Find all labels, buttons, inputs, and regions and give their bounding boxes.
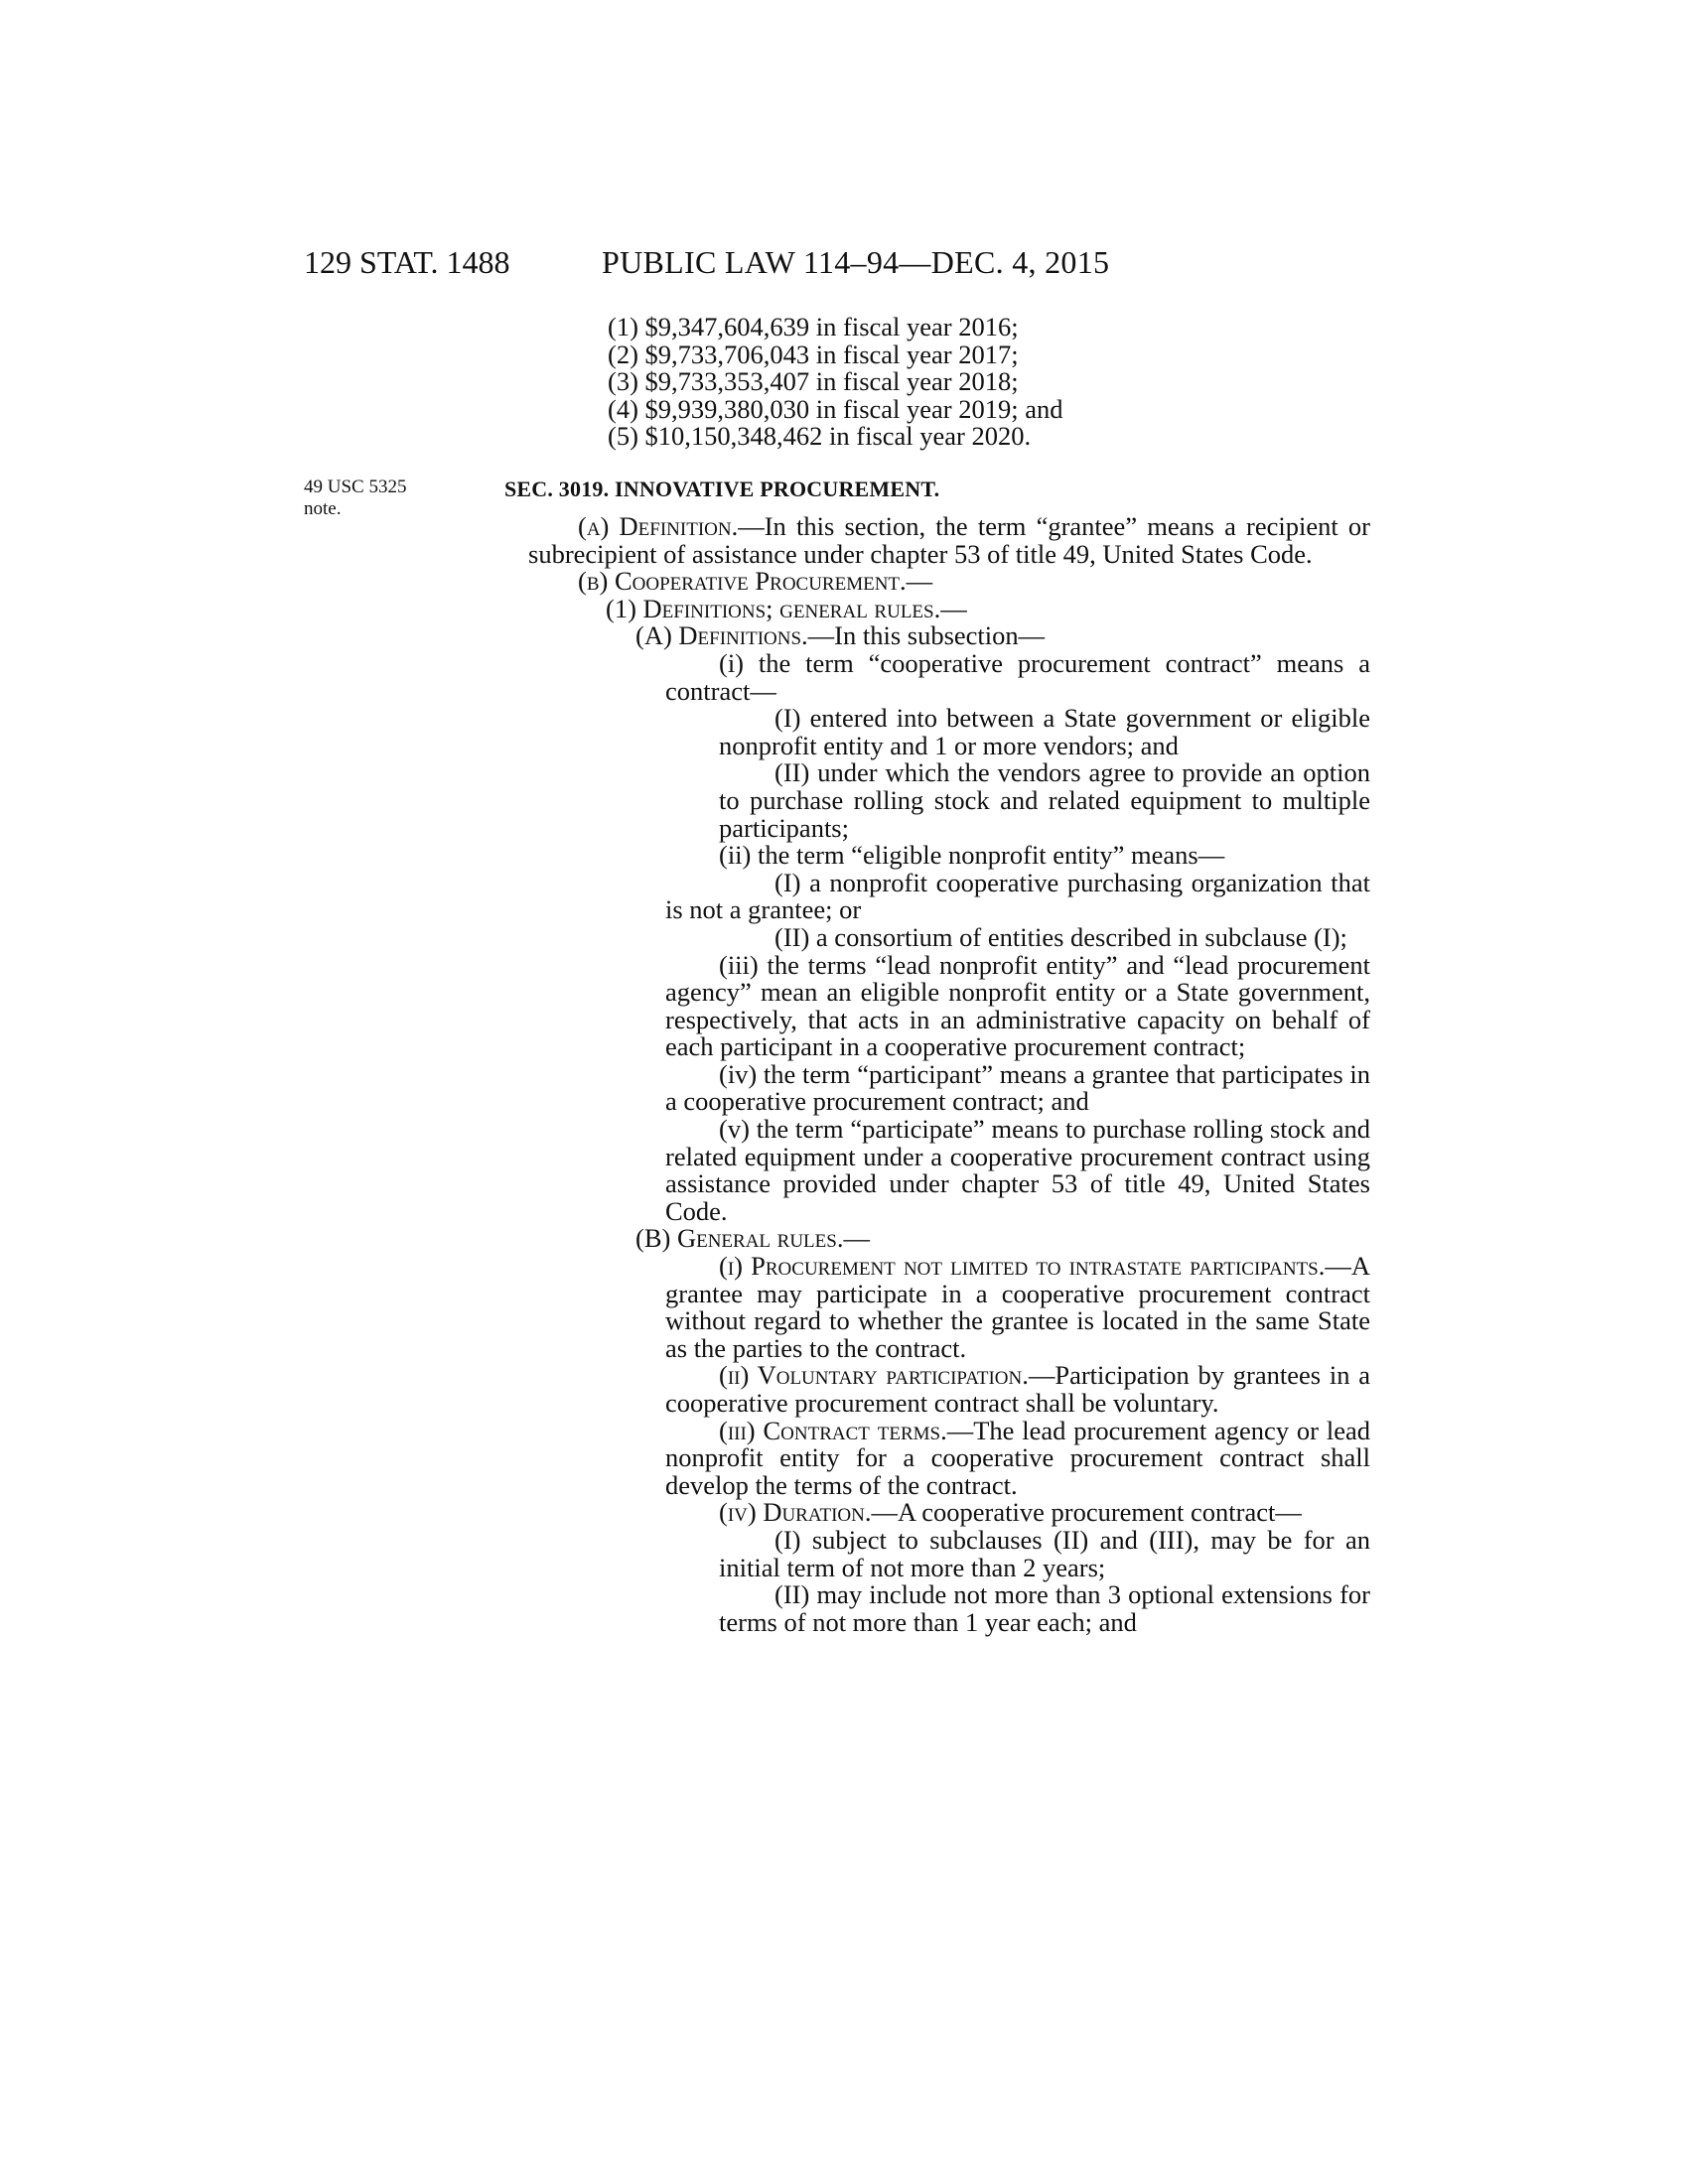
clause-iv: (iv) the term “participant” means a grantee that participates in a cooperative procurement contract; and (665, 1058, 1370, 1117)
paragraph-heading: (a) Definition. (578, 511, 739, 541)
appropriations-list (608, 314, 1063, 451)
margin-note-line: note. (304, 498, 342, 519)
section-body (528, 511, 1370, 1637)
paragraph-heading: (B) General rules.— (635, 1223, 870, 1254)
clause-Biii (665, 1415, 1370, 1500)
list-item: (1) $9,347,604,639 in fiscal year 2016; (608, 312, 1019, 341)
paragraph-heading: (i) Procurement not limited to intrastate participants. (719, 1251, 1326, 1282)
clause-v: (v) the term “participate” means to purchase rolling stock and related equipment under a cooperative procurement contract using assistance provided under chapter 53 of title 49, United States Code. (665, 1114, 1370, 1226)
paragraph-text: —In this section, the term “grantee” means a recipient or subrecipient of assistance under chapter 53 of title 49, United States Code. (528, 511, 1370, 569)
margin-note (304, 477, 433, 520)
subclause-iiII: (II) a consortium of entities described in subclause (I); (774, 921, 1347, 952)
paragraph-text: —The lead procurement agency or lead nonprofit entity for a cooperative procurement contract shall develop the terms of the contract. (665, 1415, 1370, 1500)
paragraph-bA (635, 622, 1370, 650)
list-item: (2) $9,733,706,043 in fiscal year 2017; (608, 339, 1019, 369)
clause-i: (i) the term “cooperative procurement contract” means a contract— (665, 647, 1370, 706)
paragraph-text: —Participation by grantees in a cooperative procurement contract shall be voluntary. (665, 1360, 1370, 1418)
subclause-iiI: (I) a nonprofit cooperative purchasing organization that is not a grantee; or (665, 867, 1370, 925)
clause-ii: (ii) the term “eligible nonprofit entity” means— (719, 840, 1225, 871)
subclause-BivII: (II) may include not more than 3 optional extensions for terms of not more than 1 year each; and (719, 1579, 1370, 1637)
paragraph-text: —A cooperative procurement contract— (871, 1497, 1302, 1528)
section-title: SEC. 3019. INNOVATIVE PROCUREMENT. (504, 477, 940, 501)
paragraph-heading: (ii) Voluntary participation. (719, 1360, 1029, 1391)
paragraph-heading: (b) Cooperative Procurement.— (578, 566, 933, 597)
margin-note-line: 49 USC 5325 (304, 477, 407, 497)
subclause-BivI: (I) subject to subclauses (II) and (III), may be for an initial term of not more than 2 years; (719, 1524, 1370, 1582)
law-title: PUBLIC LAW 114–94—DEC. 4, 2015 (602, 244, 1110, 280)
stat-reference: 129 STAT. 1488 (304, 244, 510, 280)
list-item: (5) $10,150,348,462 in fiscal year 2020. (608, 421, 1032, 451)
paragraph-bB (635, 1225, 1370, 1253)
paragraph-heading: (iv) Duration. (719, 1497, 872, 1528)
paragraph-heading: (A) Definitions. (635, 620, 808, 651)
clause-iii: (iii) the terms “lead nonprofit entity” and “lead procurement agency” mean an eligible nonprofit entity or a State government, respectively, that acts in an administrative capacity on behalf of each participant in a cooperative procurement contract; (665, 949, 1370, 1062)
list-item: (4) $9,939,380,030 in fiscal year 2019; and (608, 393, 1063, 424)
subclause-iI: (I) entered into between a State government or eligible nonprofit entity and 1 or more vendors; and (719, 703, 1370, 760)
subclause-iII: (II) under which the vendors agree to provide an option to purchase rolling stock and related equipment to multiple participants; (719, 757, 1370, 843)
paragraph-text: —A grantee may participate in a cooperative procurement contract without regard to whether the grantee is located in the same State as the parties to the contract. (665, 1251, 1370, 1363)
clause-Biv (665, 1499, 1370, 1527)
paragraph-a (528, 513, 1370, 568)
paragraph-b1 (606, 593, 1370, 623)
paragraph-text: —In this subsection— (807, 620, 1046, 651)
paragraph-b (578, 568, 1370, 596)
page-header (304, 244, 1217, 288)
clause-Bii (665, 1362, 1370, 1417)
list-item: (3) $9,733,353,407 in fiscal year 2018; (608, 366, 1019, 396)
paragraph-heading: (iii) Contract terms. (719, 1415, 947, 1445)
clause-Bi (665, 1253, 1370, 1362)
paragraph-heading: (1) Definitions; general rules.— (606, 593, 967, 623)
